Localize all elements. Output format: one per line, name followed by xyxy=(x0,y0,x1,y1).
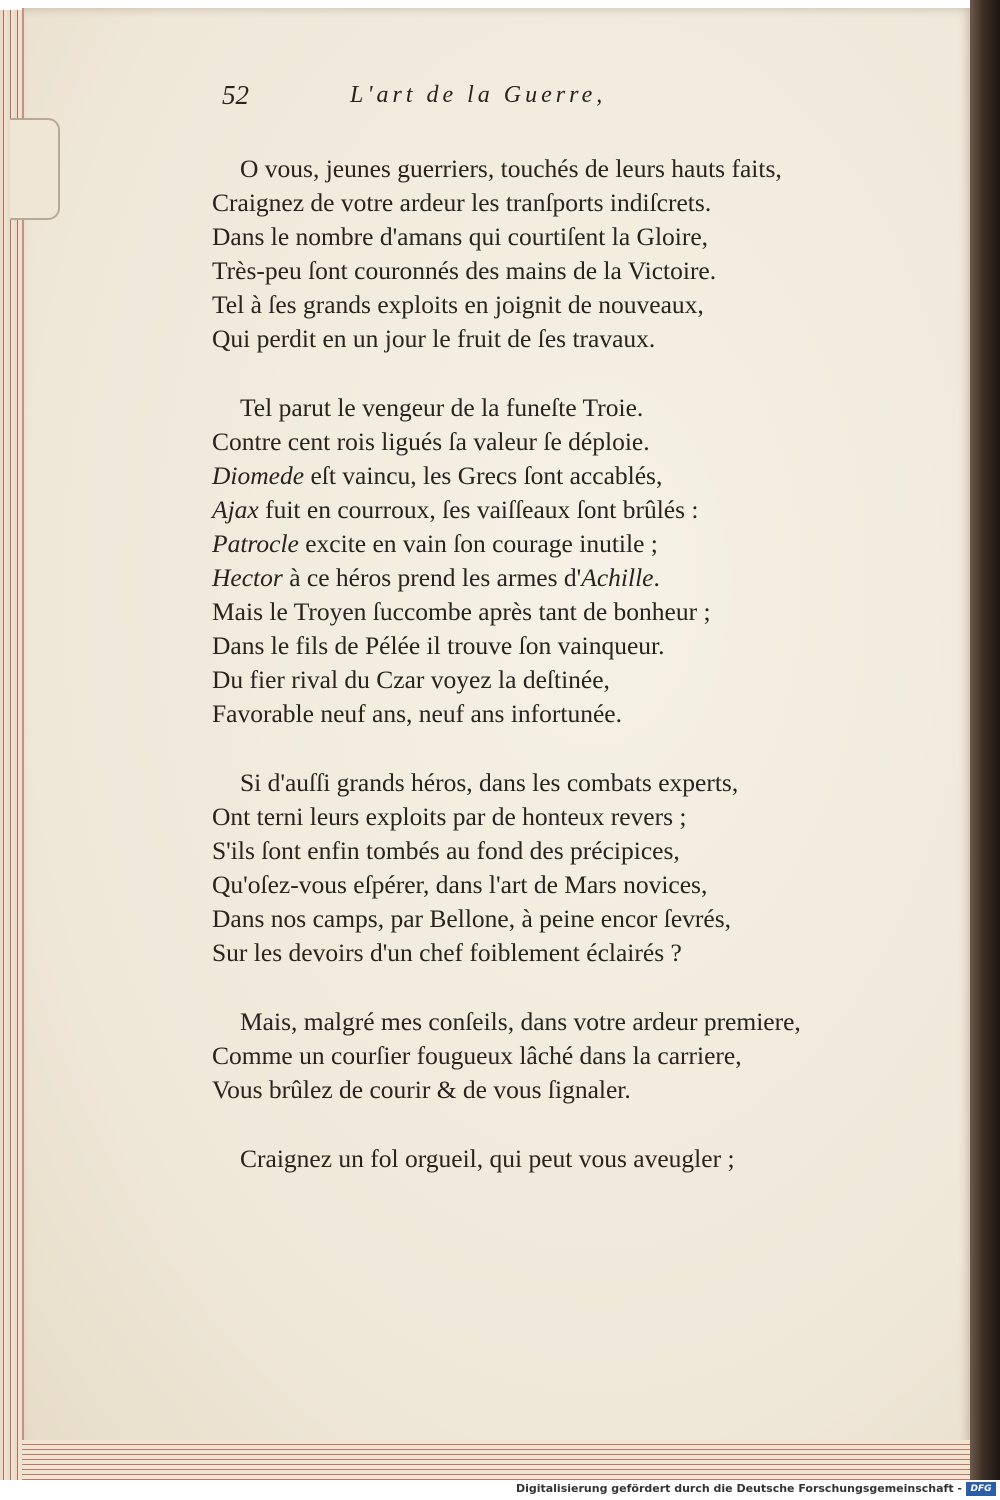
page-number: 52 xyxy=(222,80,249,110)
verse-text: excite en vain ſon courage inutile ; xyxy=(298,529,658,558)
verse-line xyxy=(212,834,862,868)
verse-line xyxy=(212,766,862,800)
poem-text xyxy=(212,152,862,1211)
verse-line xyxy=(212,391,862,425)
verse-line xyxy=(212,254,862,288)
verse-line xyxy=(212,186,862,220)
stanza xyxy=(212,766,862,970)
verse-text: à ce héros prend les armes d' xyxy=(282,563,582,592)
page-tab xyxy=(10,118,60,220)
verse-text: fuit en courroux, ſes vaiſſeaux ſont brûlés : xyxy=(258,495,699,524)
italic-name: Diomede xyxy=(212,461,305,490)
verse-line xyxy=(212,1073,862,1107)
bottom-page-edges xyxy=(22,1440,972,1480)
verse-text: Si d'auſſi grands héros, dans les combats experts, xyxy=(240,768,739,797)
verse-text: Mais, malgré mes conſeils, dans votre ardeur premiere, xyxy=(240,1007,801,1036)
italic-name: Achille xyxy=(581,563,654,592)
verse-line xyxy=(212,152,862,186)
verse-line xyxy=(212,322,862,356)
verse-text: eſt vaincu, les Grecs ſont accablés, xyxy=(304,461,663,490)
verse-line xyxy=(212,220,862,254)
verse-text: Contre cent rois ligués ſa valeur ſe déploie. xyxy=(212,427,650,456)
verse-text: Dans le fils de Pélée il trouve ſon vainqueur. xyxy=(212,631,665,660)
verse-text: Comme un courſier fougueux lâché dans la carriere, xyxy=(212,1041,742,1070)
verse-text: Craignez un fol orgueil, qui peut vous aveugler ; xyxy=(240,1144,735,1173)
dfg-logo: DFG xyxy=(966,1482,996,1496)
verse-line xyxy=(212,868,862,902)
verse-text: O vous, jeunes guerriers, touchés de leurs hauts faits, xyxy=(240,154,782,183)
footer-bar xyxy=(0,1480,1000,1500)
verse-line xyxy=(212,1039,862,1073)
stanza xyxy=(212,152,862,356)
verse-text: Dans nos camps, par Bellone, à peine encor ſevrés, xyxy=(212,904,732,933)
verse-line xyxy=(212,288,862,322)
verse-line xyxy=(212,425,862,459)
italic-name: Hector xyxy=(212,563,283,592)
verse-text: Craignez de votre ardeur les tranſports indiſcrets. xyxy=(212,188,712,217)
verse-text: Tel parut le vengeur de la funeſte Troie. xyxy=(240,393,644,422)
verse-line xyxy=(212,527,862,561)
verse-text: Vous brûlez de courir & de vous ſignaler. xyxy=(212,1075,631,1104)
verse-line xyxy=(212,902,862,936)
verse-line xyxy=(212,936,862,970)
footer-credit: Digitalisierung gefördert durch die Deutsche Forschungsgemeinschaft - xyxy=(515,1482,962,1495)
book-binding xyxy=(970,0,1000,1480)
stanza xyxy=(212,1142,862,1176)
italic-name: Ajax xyxy=(212,495,259,524)
verse-line xyxy=(212,629,862,663)
verse-line xyxy=(212,595,862,629)
running-head xyxy=(210,80,850,120)
verse-line xyxy=(212,663,862,697)
verse-text: Tel à ſes grands exploits en joignit de nouveaux, xyxy=(212,290,704,319)
verse-line xyxy=(212,800,862,834)
italic-name: Patrocle xyxy=(212,529,299,558)
stanza xyxy=(212,1005,862,1107)
verse-line xyxy=(212,1142,862,1176)
verse-line xyxy=(212,459,862,493)
verse-line xyxy=(212,697,862,731)
verse-text: . xyxy=(653,563,660,592)
verse-text: Qui perdit en un jour le fruit de ſes travaux. xyxy=(212,324,656,353)
verse-text: Du fier rival du Czar voyez la deſtinée, xyxy=(212,665,610,694)
verse-text: Mais le Troyen ſuccombe après tant de bonheur ; xyxy=(212,597,711,626)
verse-line xyxy=(212,493,862,527)
verse-text: Qu'oſez-vous eſpérer, dans l'art de Mars novices, xyxy=(212,870,708,899)
running-title: L'art de la Guerre, xyxy=(350,82,607,108)
verse-text: Ont terni leurs exploits par de honteux revers ; xyxy=(212,802,687,831)
verse-text: Favorable neuf ans, neuf ans infortunée. xyxy=(212,699,622,728)
verse-line xyxy=(212,561,862,595)
stanza xyxy=(212,391,862,731)
verse-text: Sur les devoirs d'un chef foiblement éclairés ? xyxy=(212,938,682,967)
verse-text: Dans le nombre d'amans qui courtiſent la Gloire, xyxy=(212,222,709,251)
verse-line xyxy=(212,1005,862,1039)
verse-text: Très-peu ſont couronnés des mains de la Victoire. xyxy=(212,256,717,285)
verse-text: S'ils ſont enfin tombés au fond des précipices, xyxy=(212,836,680,865)
